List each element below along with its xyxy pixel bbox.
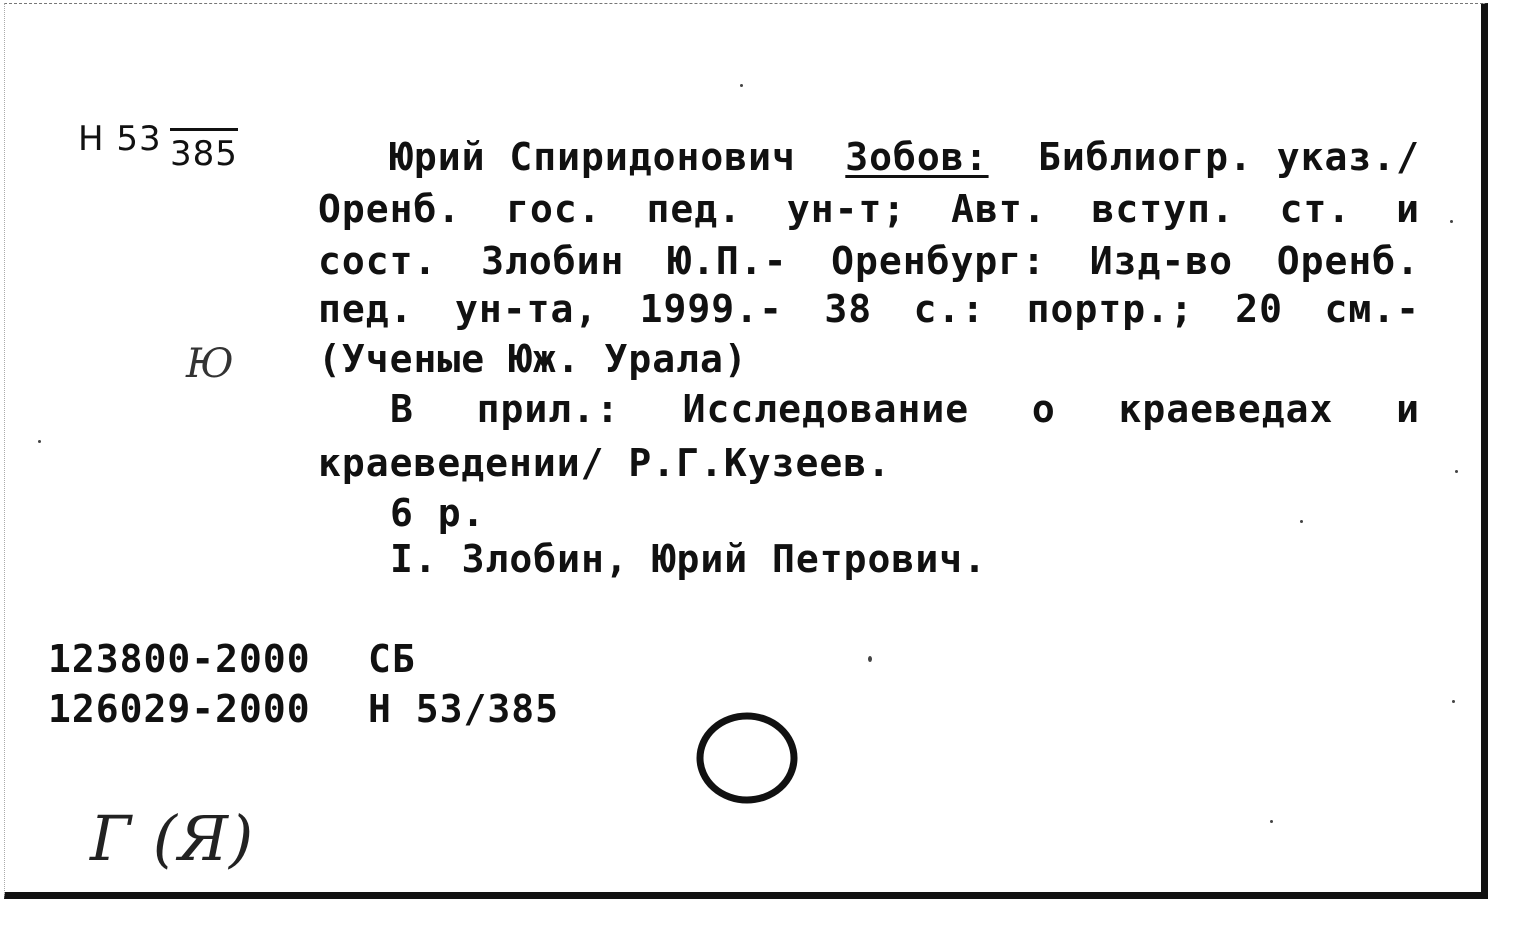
price: 6 р. (390, 491, 486, 535)
accession-code-2: Н 53/385 (368, 687, 560, 731)
accession-number-2: 126029-2000 (48, 687, 311, 731)
entry-line-3: сост. Злобин Ю.П.- Оренбург: Изд-во Оренб. (318, 239, 1420, 283)
call-number-cutter: 385 (170, 128, 238, 171)
scan-speck (868, 656, 872, 662)
entry-title-rest: Библиогр. указ./ (1037, 135, 1420, 179)
handwritten-bottom-mark: Г (Я) (90, 802, 255, 875)
entry-line-4: пед. ун-та, 1999.- 38 с.: портр.; 20 см.- (318, 287, 1420, 331)
scan-speck (1270, 820, 1273, 823)
call-number-prefix: Н 53 (78, 119, 162, 159)
entry-line-1 (390, 135, 1420, 179)
accession-number-1: 123800-2000 (48, 637, 311, 681)
entry-line-2: Оренб. гос. пед. ун-т; Авт. вступ. ст. и (318, 187, 1420, 231)
accession-code-1: СБ (368, 637, 416, 681)
appendix-note: В прил.: Исследование о краеведах и (390, 387, 1420, 431)
scan-speck (740, 84, 743, 87)
handwritten-margin-mark: Ю (186, 341, 235, 387)
scan-speck (38, 440, 41, 443)
scan-speck (1452, 700, 1455, 703)
punch-hole-icon (694, 708, 804, 808)
entry-title: Зобов: (845, 135, 989, 179)
appendix-note-cont: краеведении/ Р.Г.Кузеев. (318, 441, 892, 485)
added-entry-tracing: I. Злобин, Юрий Петрович. (390, 537, 987, 581)
entry-line-5: (Ученые Юж. Урала) (318, 337, 748, 381)
scan-speck (1450, 220, 1453, 223)
entry-author: Юрий Спиридонович (390, 135, 796, 179)
scan-speck (1455, 470, 1458, 473)
scan-speck (1300, 520, 1303, 523)
